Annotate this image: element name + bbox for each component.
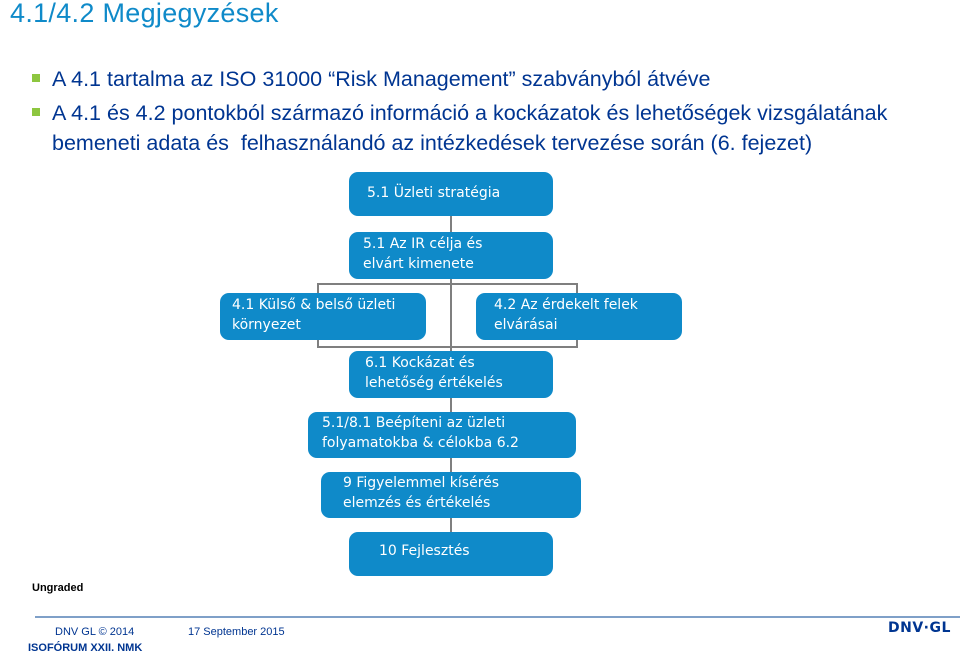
footer-copyright: DNV GL © 2014 xyxy=(55,626,135,638)
flow-box-monitor: 9 Figyelemmel kísérés elemzés és értékelés xyxy=(321,472,581,518)
bullet-list xyxy=(32,64,957,162)
bullet-item xyxy=(32,64,957,94)
connector xyxy=(450,279,452,351)
footer-divider xyxy=(35,616,960,618)
flow-box-strategy: 5.1 Üzleti stratégia xyxy=(349,172,553,216)
connector xyxy=(317,283,319,293)
classification-label: Ungraded xyxy=(32,582,84,594)
slide-title: 4.1/4.2 Megjegyzések xyxy=(10,0,279,28)
connector xyxy=(576,283,578,293)
flow-box-improve: 10 Fejlesztés xyxy=(349,532,553,576)
dnvgl-logo: DNV·GL xyxy=(888,620,951,636)
footer-date: 17 September 2015 xyxy=(188,626,285,638)
connector xyxy=(450,518,452,532)
flow-box-risk: 6.1 Kockázat és lehetőség értékelés xyxy=(349,351,553,398)
flow-box-context: 4.1 Külső & belső üzleti környezet xyxy=(220,293,426,340)
bullet-item xyxy=(32,98,957,158)
bullet-text: A 4.1 és 4.2 pontokból származó információ a kockázatok és lehetőségek vizsgálatának bemeneti adata és felhasználandó az intézkedések tervezése során (6. fejezet) xyxy=(52,101,894,155)
footer-organization: ISOFÓRUM XXII. NMK xyxy=(28,642,143,654)
connector xyxy=(317,283,577,285)
connector xyxy=(450,398,452,412)
connector xyxy=(450,458,452,472)
flow-box-integrate: 5.1/8.1 Beépíteni az üzleti folyamatokba & célokba 6.2 xyxy=(308,412,576,458)
bullet-square-icon xyxy=(32,108,40,116)
connector xyxy=(450,216,452,232)
flow-box-stakeholders: 4.2 Az érdekelt felek elvárásai xyxy=(476,293,682,340)
bullet-square-icon xyxy=(32,74,40,82)
bullet-text: A 4.1 tartalma az ISO 31000 “Risk Management” szabványból átvéve xyxy=(52,67,711,91)
flow-box-goal: 5.1 Az IR célja és elvárt kimenete xyxy=(349,232,553,279)
connector xyxy=(317,346,577,348)
